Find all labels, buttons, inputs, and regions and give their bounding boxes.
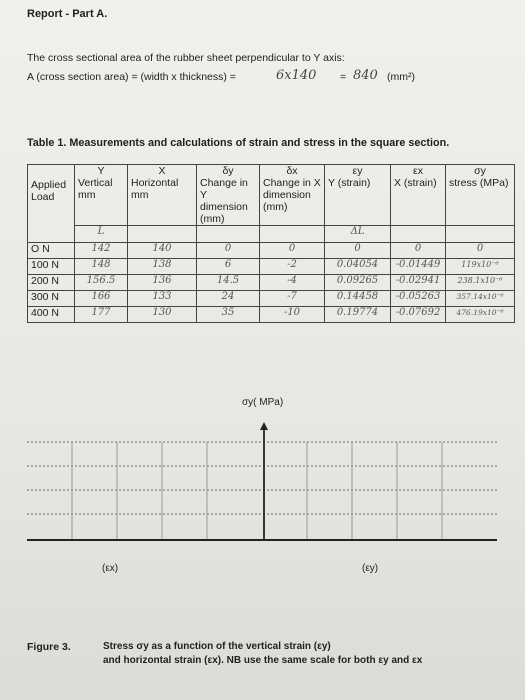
row-y: 166 — [75, 291, 128, 307]
row-ex: 0 — [391, 243, 446, 259]
row-dy: 14.5 — [197, 275, 260, 291]
row-dx: -7 — [260, 291, 325, 307]
row-x: 138 — [128, 259, 197, 275]
row-y: 142 — [75, 243, 128, 259]
row-ey: 0 — [325, 243, 391, 259]
row-ey: 0.04054 — [325, 259, 391, 275]
measurements-table — [27, 164, 515, 323]
header-ex: εx X (strain) — [391, 165, 446, 226]
left-axis-label: (εx) — [102, 563, 119, 574]
graph-ylabel: σy( MPa) — [242, 397, 284, 408]
row-dy: 0 — [197, 243, 260, 259]
row-y: 148 — [75, 259, 128, 275]
formula-text: A (cross section area) = (width x thickness) = — [27, 71, 236, 83]
row-load: 100 N — [28, 259, 75, 275]
row-sy: 119x10⁻⁶ — [446, 259, 515, 275]
row-ey: 0.14458 — [325, 291, 391, 307]
row-sy: 476.19x10⁻⁶ — [446, 307, 515, 323]
table-caption: Table 1. Measurements and calculations of strain and stress in the square section. — [27, 137, 450, 149]
formula-unit: (mm²) — [387, 71, 415, 83]
header-horizontal: X Horizontal mm — [128, 165, 197, 226]
row-ex: -0.02941 — [391, 275, 446, 291]
row-x: 133 — [128, 291, 197, 307]
row-ey: 0.09265 — [325, 275, 391, 291]
row-y: 177 — [75, 307, 128, 323]
report-title: Report - Part A. — [27, 8, 108, 20]
row-sy: 0 — [446, 243, 515, 259]
row-ex: -0.01449 — [391, 259, 446, 275]
stress-strain-grid — [27, 422, 497, 552]
row-ex: -0.07692 — [391, 307, 446, 323]
intro-line: The cross sectional area of the rubber sheet perpendicular to Y axis: — [27, 52, 345, 64]
formula-equals: = — [340, 71, 347, 83]
row-load: 300 N — [28, 291, 75, 307]
table-row — [28, 275, 515, 291]
formula-handwritten: 6x140 — [276, 68, 317, 83]
row-x: 136 — [128, 275, 197, 291]
row-load: 400 N — [28, 307, 75, 323]
row-ey: 0.19774 — [325, 307, 391, 323]
header-load: Applied Load — [28, 165, 75, 243]
row-y: 156.5 — [75, 275, 128, 291]
table-row — [28, 259, 515, 275]
table-sub-row — [28, 226, 515, 243]
header-ey: εy Y (strain) — [325, 165, 391, 226]
header-dx: δx Change in X dimension (mm) — [260, 165, 325, 226]
row-dx: -10 — [260, 307, 325, 323]
row-x: 140 — [128, 243, 197, 259]
row-dy: 35 — [197, 307, 260, 323]
row-x: 130 — [128, 307, 197, 323]
row-load: 200 N — [28, 275, 75, 291]
grid-lines — [27, 442, 497, 514]
header-dy: δy Change in Y dimension (mm) — [197, 165, 260, 226]
figure-caption-line2: and horizontal strain (εx). NB use the same scale for both εy and εx — [103, 655, 423, 666]
row-ex: -0.05263 — [391, 291, 446, 307]
row-dx: -4 — [260, 275, 325, 291]
header-sy: σy stress (MPa) — [446, 165, 515, 226]
table-row — [28, 307, 515, 323]
table-row — [28, 243, 515, 259]
row-sy: 238.1x10⁻⁶ — [446, 275, 515, 291]
row-dy: 24 — [197, 291, 260, 307]
table-row — [28, 291, 515, 307]
row-dx: 0 — [260, 243, 325, 259]
right-axis-label: (εy) — [362, 563, 379, 574]
sub-vertical: L — [75, 226, 128, 243]
row-dx: -2 — [260, 259, 325, 275]
figure-label: Figure 3. — [27, 641, 71, 653]
table-header-row — [28, 165, 515, 226]
grid-verticals — [72, 442, 442, 540]
figure-caption-line1: Stress σy as a function of the vertical strain (εy) — [103, 641, 331, 652]
row-sy: 357.14x10⁻⁶ — [446, 291, 515, 307]
row-dy: 6 — [197, 259, 260, 275]
y-axis-arrow-icon — [260, 422, 268, 430]
formula-result: 840 — [353, 68, 378, 83]
row-load: O N — [28, 243, 75, 259]
sub-ey: ΔL — [325, 226, 391, 243]
header-vertical: Y Vertical mm — [75, 165, 128, 226]
